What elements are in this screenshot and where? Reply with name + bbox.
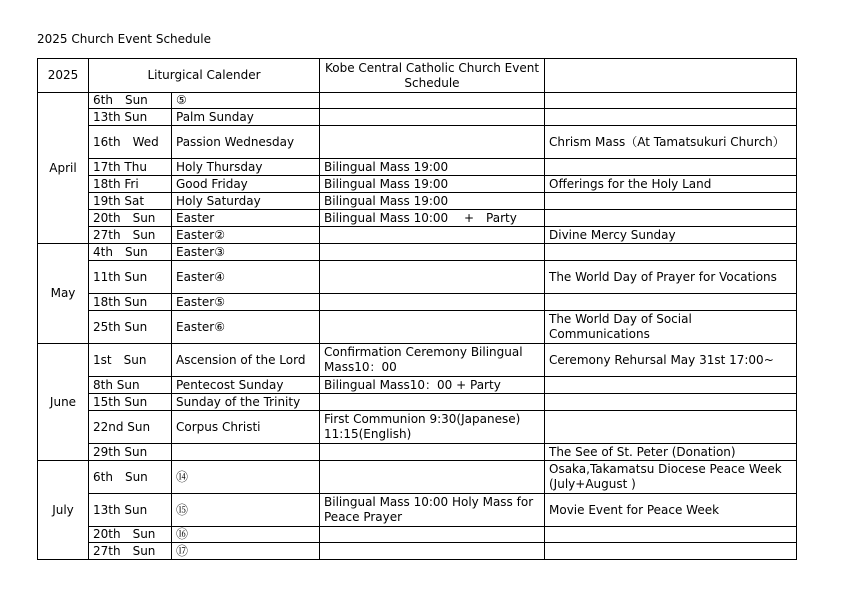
header-event-schedule: Kobe Central Catholic Church Event Schedule: [320, 59, 545, 93]
event-cell: [320, 461, 545, 494]
date-cell: 6th Sun: [89, 93, 172, 109]
note-cell: Offerings for the Holy Land: [545, 176, 797, 193]
date-cell: 29th Sun: [89, 444, 172, 461]
month-cell: April: [38, 93, 89, 244]
schedule-body: [38, 93, 797, 560]
event-cell: Bilingual Mass 19:00: [320, 159, 545, 176]
liturgy-cell: [172, 444, 320, 461]
event-cell: Bilingual Mass 19:00: [320, 193, 545, 210]
note-cell: The See of St. Peter (Donation): [545, 444, 797, 461]
date-cell: 25th Sun: [89, 311, 172, 344]
date-cell: 17th Thu: [89, 159, 172, 176]
header-notes: [545, 59, 797, 93]
liturgy-cell: ⑭: [172, 461, 320, 494]
liturgy-cell: Sunday of the Trinity: [172, 394, 320, 411]
note-cell: [545, 210, 797, 227]
note-cell: [545, 543, 797, 560]
event-cell: Bilingual Mass10：00 + Party: [320, 377, 545, 394]
table-row: [38, 176, 797, 193]
note-cell: Divine Mercy Sunday: [545, 227, 797, 244]
event-cell: First Communion 9:30(Japanese) 11:15(English): [320, 411, 545, 444]
event-cell: [320, 394, 545, 411]
date-cell: 19th Sat: [89, 193, 172, 210]
table-row: [38, 261, 797, 294]
month-cell: June: [38, 344, 89, 461]
event-cell: Bilingual Mass 10:00 + Party: [320, 210, 545, 227]
date-cell: 6th Sun: [89, 461, 172, 494]
note-cell: [545, 377, 797, 394]
note-cell: [545, 159, 797, 176]
date-cell: 4th Sun: [89, 244, 172, 261]
event-cell: Confirmation Ceremony Bilingual Mass10：00: [320, 344, 545, 377]
note-cell: The World Day of Prayer for Vocations: [545, 261, 797, 294]
event-cell: [320, 244, 545, 261]
date-cell: 15th Sun: [89, 394, 172, 411]
date-cell: 1st Sun: [89, 344, 172, 377]
table-row: [38, 244, 797, 261]
liturgy-cell: Easter: [172, 210, 320, 227]
event-cell: [320, 311, 545, 344]
note-cell: Ceremony Rehursal May 31st 17:00~: [545, 344, 797, 377]
note-cell: [545, 294, 797, 311]
liturgy-cell: Holy Thursday: [172, 159, 320, 176]
date-cell: 16th Wed: [89, 126, 172, 159]
table-header-row: [38, 59, 797, 93]
event-cell: Bilingual Mass 10:00 Holy Mass for Peace Prayer: [320, 494, 545, 527]
date-cell: 22nd Sun: [89, 411, 172, 444]
date-cell: 11th Sun: [89, 261, 172, 294]
table-row: [38, 93, 797, 109]
table-row: [38, 344, 797, 377]
liturgy-cell: Good Friday: [172, 176, 320, 193]
table-row: [38, 109, 797, 126]
note-cell: [545, 411, 797, 444]
note-cell: Osaka,Takamatsu Diocese Peace Week (July+August ): [545, 461, 797, 494]
table-row: [38, 494, 797, 527]
liturgy-cell: Easter③: [172, 244, 320, 261]
table-row: [38, 461, 797, 494]
liturgy-cell: ⑤: [172, 93, 320, 109]
event-cell: Bilingual Mass 19:00: [320, 176, 545, 193]
event-cell: [320, 527, 545, 543]
note-cell: Movie Event for Peace Week: [545, 494, 797, 527]
table-row: [38, 193, 797, 210]
liturgy-cell: Corpus Christi: [172, 411, 320, 444]
date-cell: 27th Sun: [89, 543, 172, 560]
page-title: 2025 Church Event Schedule: [37, 32, 211, 46]
event-cell: [320, 543, 545, 560]
table-row: [38, 210, 797, 227]
note-cell: [545, 394, 797, 411]
event-cell: [320, 126, 545, 159]
header-year: 2025: [38, 59, 89, 93]
liturgy-cell: Palm Sunday: [172, 109, 320, 126]
liturgy-cell: ⑮: [172, 494, 320, 527]
schedule-table: [37, 58, 797, 560]
note-cell: [545, 93, 797, 109]
table-row: [38, 159, 797, 176]
event-cell: [320, 109, 545, 126]
header-liturgical-calendar: Liturgical Calender: [89, 59, 320, 93]
date-cell: 20th Sun: [89, 210, 172, 227]
note-cell: [545, 109, 797, 126]
date-cell: 18th Sun: [89, 294, 172, 311]
liturgy-cell: Easter⑤: [172, 294, 320, 311]
table-row: [38, 411, 797, 444]
table-row: [38, 527, 797, 543]
table-row: [38, 311, 797, 344]
liturgy-cell: Easter②: [172, 227, 320, 244]
event-cell: [320, 294, 545, 311]
note-cell: [545, 527, 797, 543]
note-cell: [545, 193, 797, 210]
liturgy-cell: Pentecost Sunday: [172, 377, 320, 394]
event-cell: [320, 93, 545, 109]
liturgy-cell: Holy Saturday: [172, 193, 320, 210]
table-row: [38, 227, 797, 244]
table-row: [38, 444, 797, 461]
month-cell: May: [38, 244, 89, 344]
liturgy-cell: Easter⑥: [172, 311, 320, 344]
table-row: [38, 294, 797, 311]
liturgy-cell: Ascension of the Lord: [172, 344, 320, 377]
event-cell: [320, 261, 545, 294]
date-cell: 13th Sun: [89, 109, 172, 126]
date-cell: 18th Fri: [89, 176, 172, 193]
table-row: [38, 394, 797, 411]
liturgy-cell: ⑰: [172, 543, 320, 560]
table-row: [38, 543, 797, 560]
event-cell: [320, 444, 545, 461]
date-cell: 27th Sun: [89, 227, 172, 244]
liturgy-cell: Passion Wednesday: [172, 126, 320, 159]
note-cell: Chrism Mass（At Tamatsukuri Church）: [545, 126, 797, 159]
note-cell: The World Day of Social Communications: [545, 311, 797, 344]
liturgy-cell: ⑯: [172, 527, 320, 543]
table-row: [38, 126, 797, 159]
date-cell: 13th Sun: [89, 494, 172, 527]
date-cell: 20th Sun: [89, 527, 172, 543]
month-cell: July: [38, 461, 89, 560]
date-cell: 8th Sun: [89, 377, 172, 394]
table-row: [38, 377, 797, 394]
note-cell: [545, 244, 797, 261]
event-cell: [320, 227, 545, 244]
liturgy-cell: Easter④: [172, 261, 320, 294]
